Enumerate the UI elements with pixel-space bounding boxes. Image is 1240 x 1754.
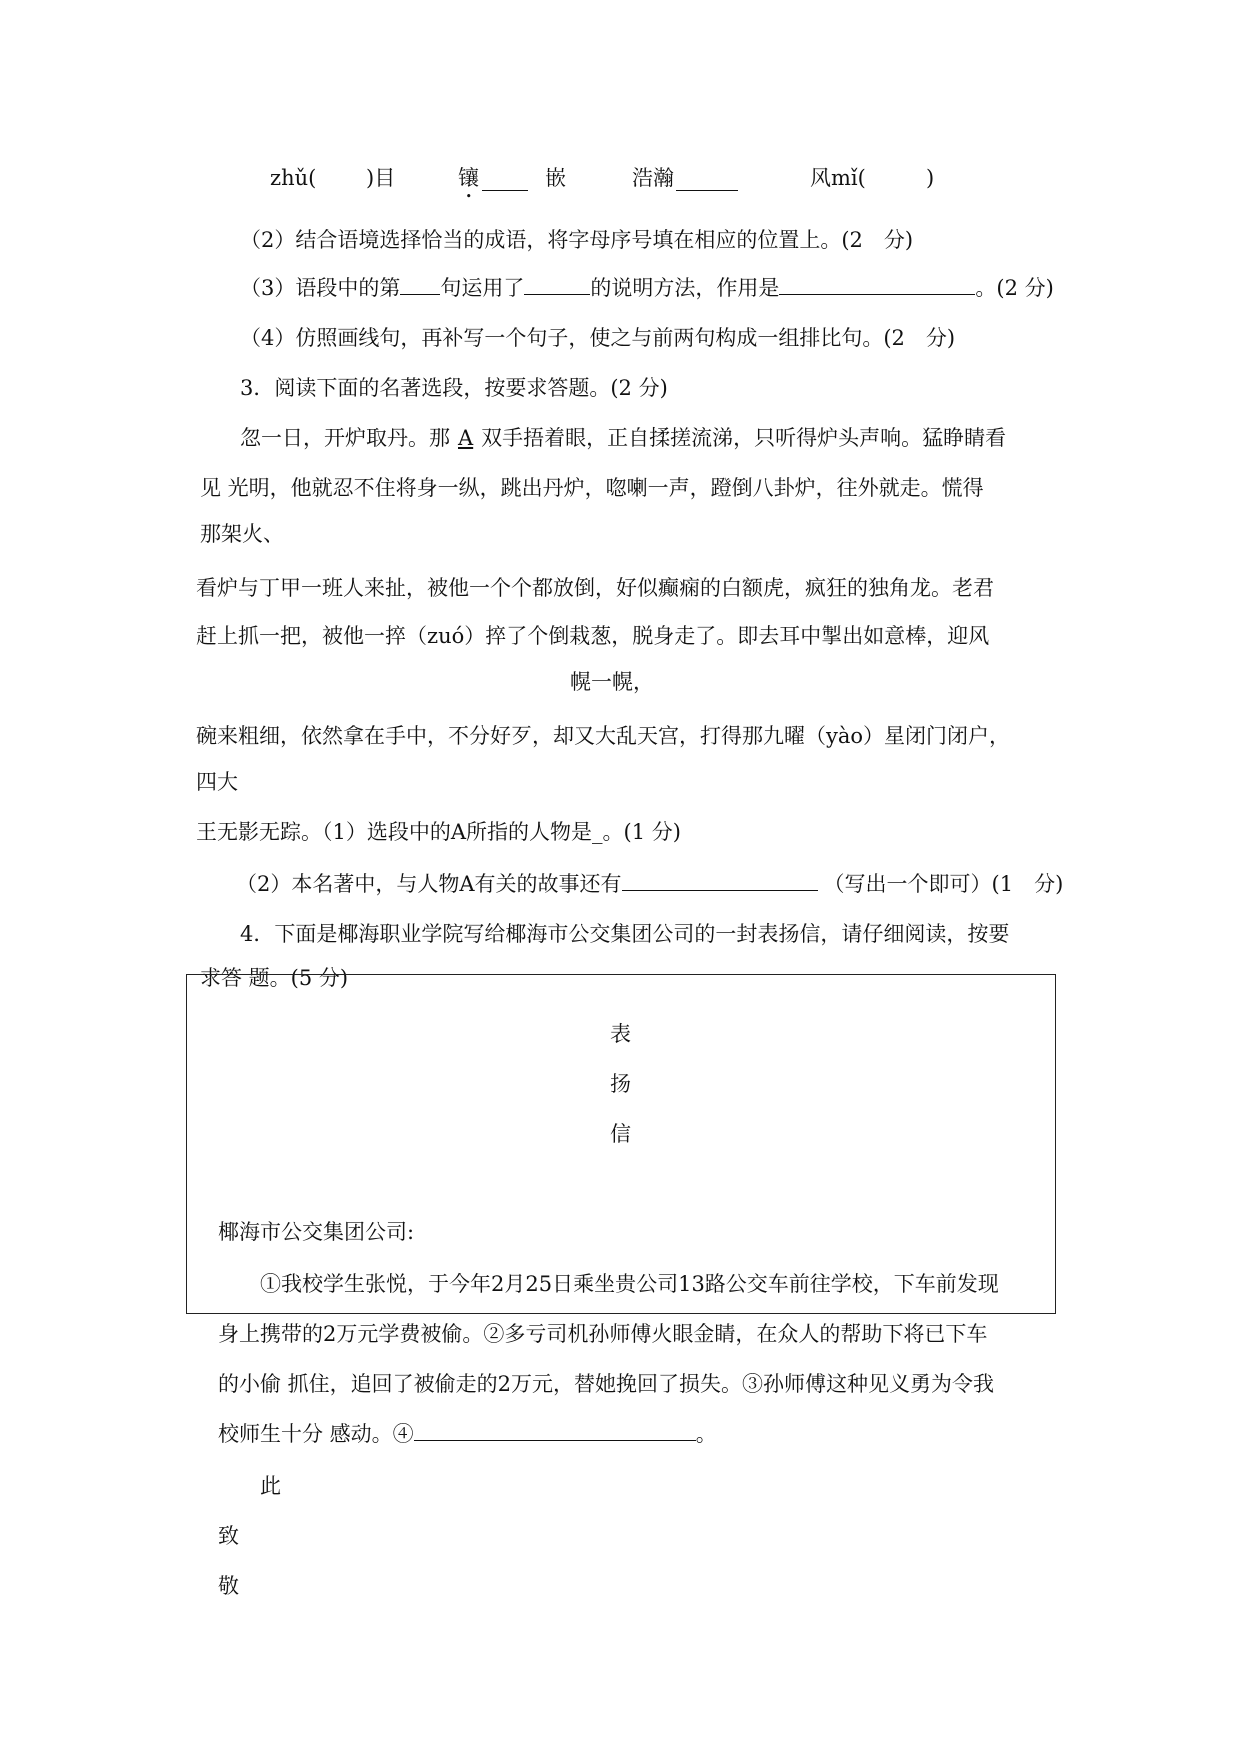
q3-title: 3．阅读下面的名著选段，按要求答题。(2 分) (240, 376, 668, 400)
letter-title-1: 表 (610, 1022, 631, 1046)
q4-line-1: 4．下面是椰海职业学院写给椰海市公交集团公司的一封表扬信，请仔细阅读，按要 (240, 922, 1010, 946)
pinyin-zhu-close: )目 (366, 166, 396, 190)
letter-closing-1: 此 (260, 1474, 281, 1498)
passage-line-7: 碗来粗细，依然拿在手中，不分好歹，却又大乱天宫，打得那九曜（yào）星闭门闭户， (196, 724, 1011, 748)
letter-body-2: 身上携带的2万元学费被偷。②多亏司机孙师傅火眼金睛，在众人的帮助下将已下车 (218, 1322, 988, 1346)
passage-line-2: 见 光明，他就忍不住将身一纵，跳出丹炉，唿喇一声，蹬倒八卦炉，往外就走。慌得 (200, 476, 984, 500)
word-haohan: 浩瀚 (632, 166, 674, 190)
passage-line-9: 王无影无踪。（1）选段中的A所指的人物是_。(1 分) (196, 820, 681, 844)
pinyin-fengmi-close: ) (926, 166, 935, 190)
letter-body-3: 的小偷 抓住，追回了被偷走的2万元，替她挽回了损失。③孙师傅这种见义勇为令我 (218, 1372, 995, 1396)
letter-closing-3: 敬 (218, 1574, 239, 1598)
passage-a-mark: A (458, 426, 474, 450)
word-xiang: 镶 (458, 166, 479, 190)
blank-sentence-number (400, 274, 440, 295)
q3-2-text: （2）本名著中，与人物A有关的故事还有 （写出一个即可）(1 分) (236, 872, 1064, 896)
q2-3-text: （3）语段中的第 句运用了 的说明方法，作用是 。(2 分) (240, 276, 1054, 300)
word-qian: 嵌 (545, 166, 566, 190)
letter-salutation: 椰海市公交集团公司: (218, 1220, 415, 1244)
pinyin-fengmi: 风mǐ( (810, 166, 866, 190)
letter-title-3: 信 (610, 1122, 631, 1146)
pinyin-zhu: zhǔ( (270, 166, 317, 190)
blank-effect (779, 274, 975, 295)
letter-body-1: ①我校学生张悦，于今年2月25日乘坐贵公司13路公交车前往学校，下车前发现 (260, 1272, 999, 1296)
passage-line-8: 四大 (196, 770, 238, 794)
passage-line-3: 那架火、 (200, 522, 284, 546)
letter-body-4: 校师生十分 感动。④ 。 (218, 1422, 717, 1446)
letter-closing-2: 致 (218, 1524, 239, 1548)
q2-2-text: （2）结合语境选择恰当的成语，将字母序号填在相应的位置上。(2 分) (240, 228, 914, 252)
q2-4-text: （4）仿照画线句，再补写一个句子，使之与前两句构成一组排比句。(2 分) (240, 326, 956, 350)
blank-story (622, 870, 818, 891)
blank-letter-sentence (414, 1420, 696, 1441)
blank-xiang (482, 170, 528, 191)
passage-line-6: 幌一幌， (570, 670, 654, 694)
passage-line-4: 看炉与丁甲一班人来扯，被他一个个都放倒，好似癫痫的白额虎，疯狂的独角龙。老君 (196, 576, 994, 600)
blank-haohan (676, 170, 738, 191)
blank-method (524, 274, 590, 295)
passage-line-1: 忽一日，开炉取丹。那 A 双手捂着眼，正自揉搓流涕，只听得炉头声响。猛睁睛看 (240, 426, 1007, 450)
passage-line-5: 赶上抓一把，被他一捽（zuó）捽了个倒栽葱，脱身走了。即去耳中掣出如意棒，迎风 (196, 624, 990, 648)
q4-line-2: 求答 题。(5 分) (200, 966, 349, 990)
letter-title-2: 扬 (610, 1072, 631, 1096)
